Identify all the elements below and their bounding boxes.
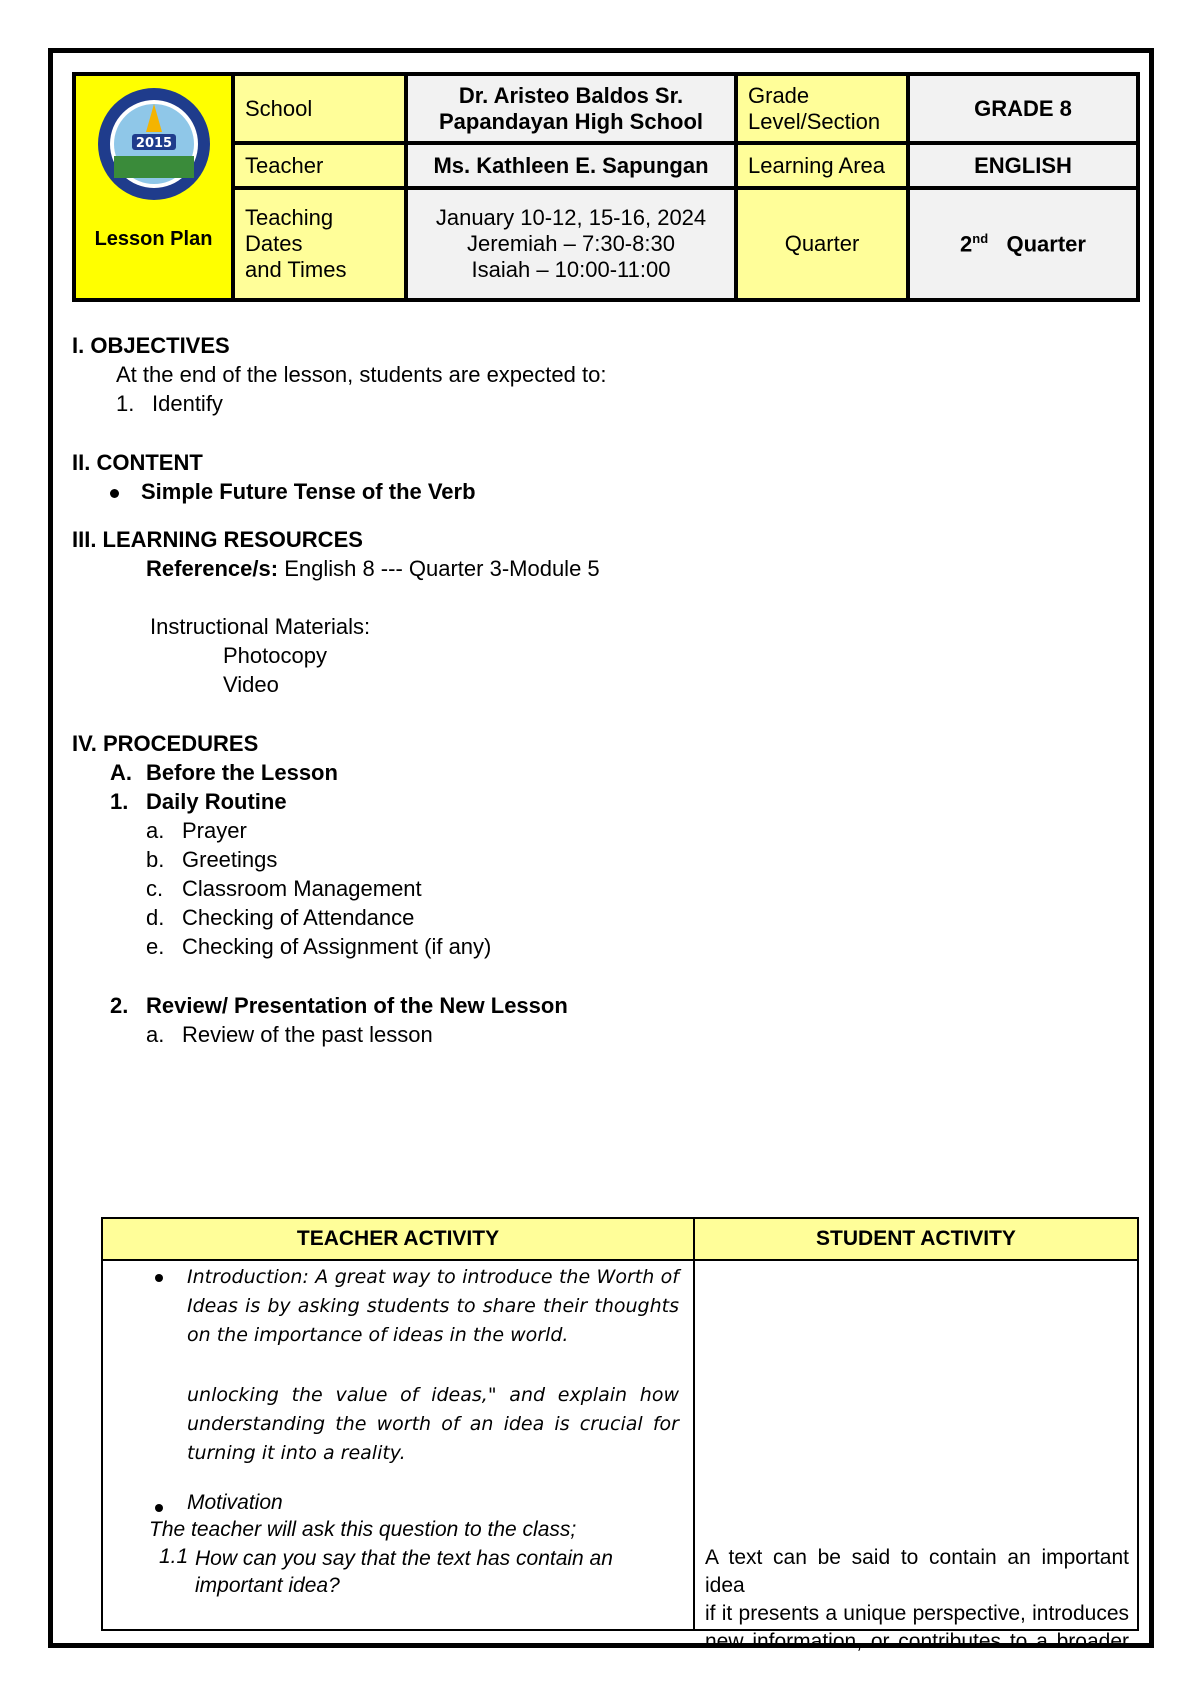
teacher-activity-header: TEACHER ACTIVITY — [102, 1218, 694, 1260]
routine-marker: e. — [146, 934, 165, 959]
school-value — [406, 74, 736, 143]
answer-line: A text can be said to contain an important idea — [705, 1546, 1129, 1597]
reference-value: English 8 --- Quarter 3-Module 5 — [278, 556, 600, 581]
procedures-heading: IV. PROCEDURES — [72, 731, 259, 756]
quarter-label: Quarter — [736, 188, 908, 300]
dates-value-line2: Jeremiah – 7:30-8:30 — [467, 231, 675, 256]
routine-item — [146, 817, 247, 845]
daily-routine — [110, 788, 287, 816]
teacher-label: Teacher — [233, 143, 406, 188]
quarter-value — [908, 188, 1138, 300]
daily-routine-label: Daily Routine — [146, 789, 287, 814]
review-item — [146, 1021, 433, 1049]
routine-marker: c. — [146, 876, 164, 901]
review-presentation — [110, 992, 568, 1020]
routine-marker: d. — [146, 905, 165, 930]
student-activity-header: STUDENT ACTIVITY — [694, 1218, 1138, 1260]
dates-label — [233, 188, 406, 300]
quarter-number: 2 — [960, 231, 973, 257]
objective-item: 1. Identify — [116, 391, 223, 416]
grade-label-line2: Level/Section — [748, 108, 881, 134]
logo-cell — [74, 74, 233, 300]
teacher-activity-cell — [102, 1260, 694, 1630]
logo-year: 2015 — [135, 136, 172, 151]
question-text — [195, 1545, 613, 1599]
grade-label — [736, 74, 908, 143]
header-table — [72, 72, 1140, 302]
unlocking-line: turning it into a reality. — [187, 1442, 406, 1464]
unlocking-line: unlocking the value of ideas," and explain how — [187, 1384, 679, 1406]
bullet-icon — [155, 1504, 163, 1512]
school-name-line2: Papandayan High School — [438, 108, 704, 134]
reference-label: Reference/s: — [146, 556, 279, 581]
review-marker: 2. — [110, 993, 129, 1018]
question-line: important idea? — [195, 1574, 340, 1597]
before-lesson-label: Before the Lesson — [146, 760, 338, 785]
dates-value-line1: January 10-12, 15-16, 2024 — [435, 205, 707, 230]
unlocking-line: understanding the worth of an idea is crucial for — [187, 1413, 679, 1435]
unlocking-text — [187, 1381, 679, 1468]
review-item-marker: a. — [146, 1022, 165, 1047]
area-value: ENGLISH — [908, 143, 1138, 188]
daily-routine-marker: 1. — [110, 789, 129, 814]
review-label: Review/ Presentation of the New Lesson — [146, 993, 568, 1018]
objectives-intro: At the end of the lesson, students are expected to: — [116, 362, 607, 387]
activity-table — [101, 1217, 1139, 1653]
question-line: How can you say that the text has contain an — [195, 1547, 613, 1570]
question-number: 1.1 — [159, 1545, 189, 1568]
reference-line — [146, 555, 600, 583]
material-item: Video — [223, 672, 279, 697]
introduction-text — [187, 1263, 679, 1350]
area-label: Learning Area — [736, 143, 908, 188]
routine-text: Prayer — [182, 818, 247, 843]
dates-value — [406, 188, 736, 300]
content-item-text: Simple Future Tense of the Verb — [141, 479, 476, 504]
student-answer — [705, 1544, 1129, 1656]
bullet-icon — [110, 489, 119, 498]
logo-label: Lesson Plan — [94, 228, 213, 250]
routine-item — [146, 875, 422, 903]
introduction-line: Ideas is by asking students to share their thoughts — [187, 1295, 679, 1317]
grade-label-line1: Grade — [748, 82, 810, 108]
resources-heading: III. LEARNING RESOURCES — [72, 527, 363, 552]
objective-text: Identify — [152, 391, 223, 416]
content-item — [110, 478, 476, 506]
before-lesson — [110, 759, 338, 787]
school-seal-icon — [96, 86, 212, 202]
quarter-suffix: nd — [972, 230, 989, 246]
routine-item — [146, 933, 491, 961]
materials-label: Instructional Materials: — [150, 614, 371, 639]
routine-item — [146, 904, 414, 932]
motivation-label: Motivation — [187, 1491, 283, 1514]
grade-value: GRADE 8 — [908, 74, 1138, 143]
routine-marker: b. — [146, 847, 165, 872]
routine-item — [146, 846, 277, 874]
quarter-word: Quarter — [1006, 231, 1086, 257]
routine-text: Greetings — [182, 847, 278, 872]
student-activity-cell — [694, 1260, 1138, 1653]
school-label: School — [233, 74, 406, 143]
introduction-line: Introduction: A great way to introduce the Worth of — [187, 1266, 679, 1288]
teacher-value: Ms. Kathleen E. Sapungan — [406, 143, 736, 188]
dates-label-line1: Teaching Dates — [245, 205, 334, 256]
dates-label-line2: and Times — [245, 257, 347, 282]
answer-line: if it presents a unique perspective, introduces — [705, 1602, 1129, 1625]
bullet-icon — [155, 1274, 163, 1282]
answer-line: new information, or contributes to a broader — [705, 1630, 1129, 1653]
routine-text: Classroom Management — [182, 876, 422, 901]
routine-text: Checking of Assignment (if any) — [182, 934, 492, 959]
routine-marker: a. — [146, 818, 165, 843]
routine-text: Checking of Attendance — [182, 905, 415, 930]
school-name-line1: Dr. Aristeo Baldos Sr. — [458, 82, 684, 108]
review-item-text: Review of the past lesson — [182, 1022, 433, 1047]
material-item: Photocopy — [223, 643, 327, 668]
dates-value-line3: Isaiah – 10:00-11:00 — [471, 257, 671, 282]
content-heading: II. CONTENT — [72, 450, 203, 475]
objectives-heading: I. OBJECTIVES — [72, 333, 230, 358]
before-lesson-marker: A. — [110, 760, 132, 785]
teacher-instruction: The teacher will ask this question to the class; — [149, 1518, 577, 1541]
introduction-line: on the importance of ideas in the world. — [187, 1324, 569, 1346]
